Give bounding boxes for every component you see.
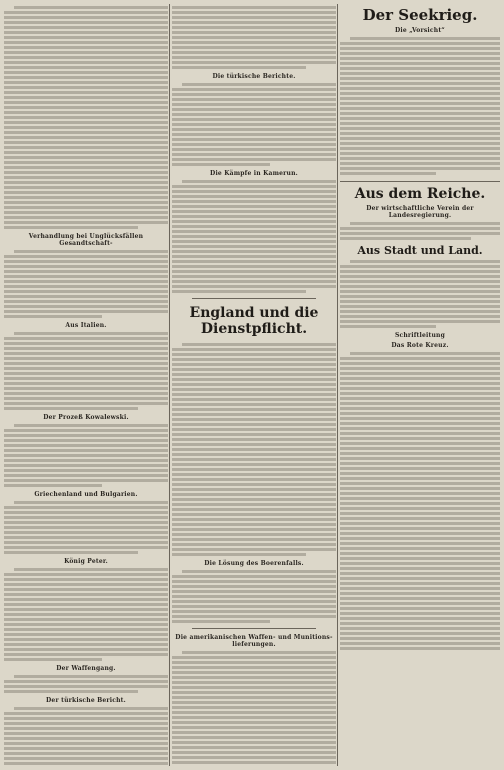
section-subheading: Der wirtschaftliche Verein der Landesregierung.: [366, 205, 474, 219]
column-middle: [172, 6, 336, 766]
article-body: [4, 675, 168, 693]
divider: [192, 298, 316, 299]
article-body: [4, 707, 168, 766]
headline-seekrieg: Der Seekrieg.: [362, 6, 478, 24]
article-body: [4, 501, 168, 554]
divider: [192, 628, 316, 629]
article-body: [4, 332, 168, 410]
section-subheading: Verhandlung bei Unglücksfällen Gesandtschaft-: [28, 233, 144, 247]
column-right: [340, 6, 500, 766]
column-rule: [337, 4, 338, 766]
article-body: [4, 424, 168, 487]
section-subheading: Der Prozeß Kowalewski.: [43, 414, 129, 421]
section-subheading: Die Kämpfe in Kamerun.: [210, 170, 298, 177]
section-subheading: Griechenland und Bulgarien.: [34, 491, 138, 498]
article-body: [172, 570, 336, 623]
section-subheading: König Peter.: [64, 558, 108, 565]
section-subheading: Die Lösung des Boerenfalls.: [204, 560, 304, 567]
article-body: [4, 250, 168, 318]
headline-england: England und die Dienstpflicht.: [189, 305, 319, 337]
headline-aus-dem-reiche: Aus dem Reiche.: [340, 181, 500, 202]
section-subheading: Die türkische Berichte.: [212, 73, 296, 80]
section-subheading: Der Waffengang.: [56, 665, 116, 672]
article-body: [172, 651, 336, 764]
article-body: [340, 352, 500, 650]
article-body: [172, 6, 336, 69]
article-body: [340, 37, 500, 175]
article-body: [4, 6, 168, 229]
section-subheading: Die amerikanischen Waffen- und Munitions-lieferungen.: [175, 634, 333, 648]
headline-aus-stadt-und-land: Aus Stadt und Land.: [357, 244, 483, 257]
article-body: [340, 260, 500, 328]
article-body: [4, 568, 168, 661]
section-subheading: Die „Vorsicht“: [395, 27, 445, 34]
section-subheading: Aus Italien.: [65, 322, 107, 329]
column-left: [4, 6, 168, 766]
column-rule: [169, 4, 170, 766]
section-subheading: Der türkische Bericht.: [46, 697, 126, 704]
article-body: [172, 83, 336, 166]
section-subheading: Schriftleitung: [394, 332, 445, 339]
article-body: [172, 343, 336, 556]
section-subheading: Das Rote Kreuz.: [391, 342, 449, 349]
article-body: [340, 222, 500, 240]
article-body: [172, 180, 336, 293]
